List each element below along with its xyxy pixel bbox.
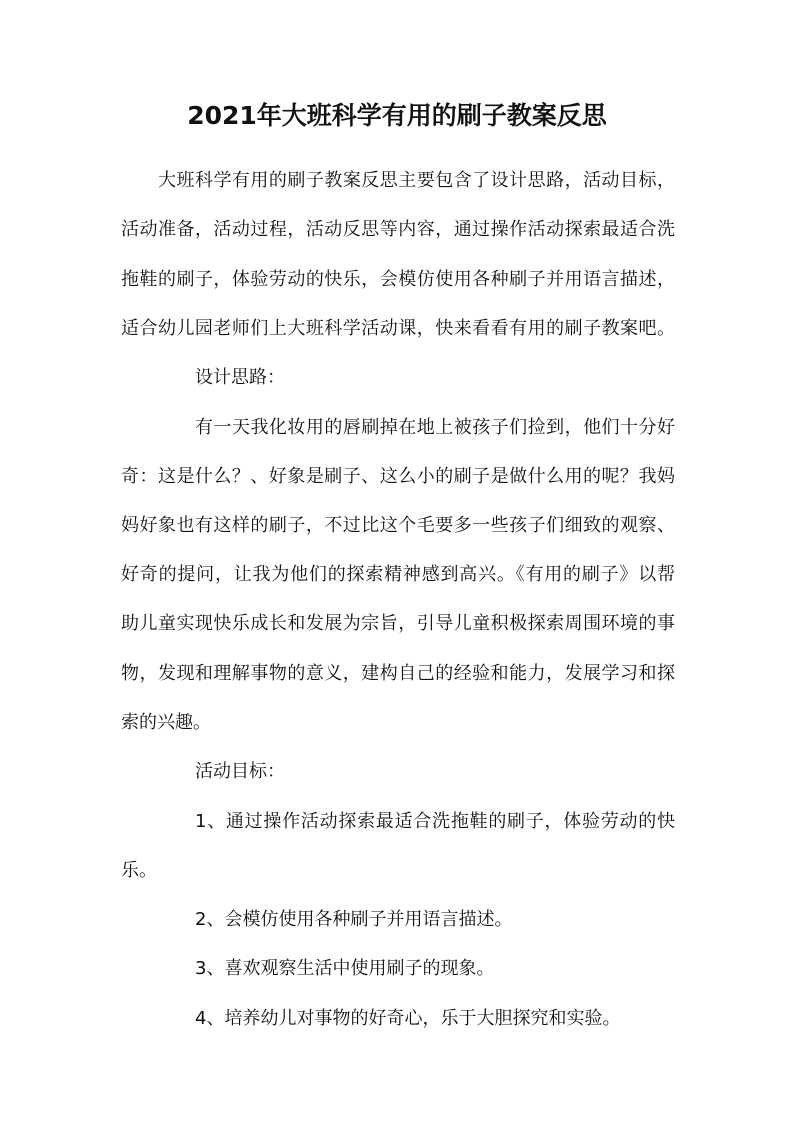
goal-2: 2、会模仿使用各种刷子并用语言描述。: [195, 909, 513, 930]
design-line-4: 好奇的提问，让我为他们的探索精神感到高兴。《有用的刷子》以帮: [121, 564, 675, 585]
intro-line-2: 活动准备，活动过程，活动反思等内容，通过操作活动探索最适合洗: [121, 219, 675, 240]
design-line-2: 奇：这是什么？、好象是刷子、这么小的刷子是做什么用的呢？我妈: [121, 466, 675, 487]
intro-line-1: 大班科学有用的刷子教案反思主要包含了设计思路，活动目标，: [158, 170, 675, 191]
design-line-6: 物，发现和理解事物的意义，建构自己的经验和能力，发展学习和探: [121, 663, 675, 684]
design-line-7: 索的兴趣。: [121, 712, 211, 733]
design-line-5: 助儿童实现快乐成长和发展为宗旨，引导儿童积极探索周围环境的事: [121, 613, 675, 634]
goal-1-line-1: 1、通过操作活动探索最适合洗拖鞋的刷子，体验劳动的快: [195, 811, 675, 832]
design-heading: 设计思路：: [195, 367, 285, 388]
design-line-1: 有一天我化妆用的唇刷掉在地上被孩子们捡到，他们十分好: [195, 417, 675, 438]
intro-line-4: 适合幼儿园老师们上大班科学活动课，快来看看有用的刷子教案吧。: [121, 318, 675, 339]
goal-1-line-2: 乐。: [121, 860, 157, 881]
goals-heading: 活动目标：: [195, 761, 285, 782]
page-title: 2021年大班科学有用的刷子教案反思: [187, 101, 607, 130]
goal-3: 3、喜欢观察生活中使用刷子的现象。: [195, 958, 495, 979]
goal-4: 4、培养幼儿对事物的好奇心，乐于大胆探究和实验。: [195, 1008, 621, 1029]
intro-line-3: 拖鞋的刷子，体验劳动的快乐，会模仿使用各种刷子并用语言描述，: [121, 269, 675, 290]
design-line-3: 妈好象也有这样的刷子，不过比这个毛要多一些孩子们细致的观察、: [121, 515, 675, 536]
